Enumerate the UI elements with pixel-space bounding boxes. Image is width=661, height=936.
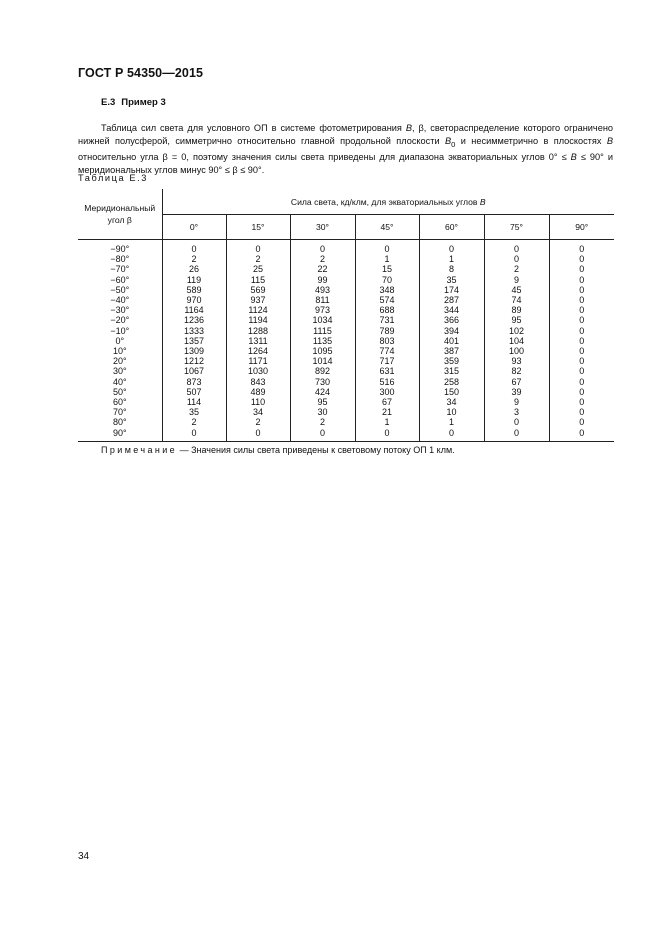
section-number: Е.3 xyxy=(101,97,116,108)
cell-intensity: 39 xyxy=(484,387,549,397)
luminous-intensity-table xyxy=(78,189,614,458)
table-row xyxy=(78,346,614,356)
cell-intensity: 67 xyxy=(355,397,419,407)
cell-intensity: 8 xyxy=(419,264,484,274)
cell-intensity: 348 xyxy=(355,285,419,295)
cell-intensity: 1135 xyxy=(290,336,355,346)
cell-intensity: 9 xyxy=(484,275,549,285)
table-row xyxy=(78,336,614,346)
table-container xyxy=(78,189,614,458)
cell-beta-angle: −30° xyxy=(78,305,162,315)
cell-beta-angle: −40° xyxy=(78,295,162,305)
cell-intensity: 1212 xyxy=(183,356,205,367)
intro-var-b2: B xyxy=(606,136,613,147)
table-row xyxy=(78,295,614,305)
cell-intensity: 811 xyxy=(290,295,355,305)
cell-beta-angle: 80° xyxy=(78,417,162,427)
cell-intensity: 0 xyxy=(484,428,549,442)
note-label: Примечание xyxy=(101,444,178,455)
cell-intensity: 2 xyxy=(226,254,290,264)
table-body xyxy=(78,240,614,442)
cell-intensity: 493 xyxy=(290,285,355,295)
intro-text-4: относительно угла β = 0, поэтому значения силы света приведены для диапазона экваториальных углов 0° ≤ xyxy=(78,152,571,163)
cell-beta-angle: 0° xyxy=(78,336,162,346)
cell-intensity: 344 xyxy=(419,305,484,315)
cell-intensity: 95 xyxy=(290,397,355,407)
cell-intensity: 789 xyxy=(355,326,419,336)
note-text: — Значения силы света приведены к световому потоку ОП 1 клм. xyxy=(177,444,455,455)
cell-intensity: 717 xyxy=(355,356,419,366)
column-group-header xyxy=(162,189,614,215)
cell-intensity: 688 xyxy=(355,305,419,315)
cell-intensity: 0 xyxy=(419,428,484,442)
cell-intensity: 1164 xyxy=(184,305,204,316)
table-note xyxy=(78,441,614,458)
cell-beta-angle: 50° xyxy=(78,387,162,397)
cell-intensity: 1 xyxy=(355,417,419,427)
cell-intensity: 114 xyxy=(186,397,202,408)
cell-intensity: 35 xyxy=(419,275,484,285)
cell-intensity: 0 xyxy=(549,326,614,336)
cell-intensity: 1357 xyxy=(183,335,205,346)
column-header-angle: 30° xyxy=(290,215,355,240)
intro-var-b0-subscript: 0 xyxy=(451,140,456,150)
intro-var-b1: B xyxy=(405,123,412,134)
cell-intensity: 315 xyxy=(419,366,484,376)
table-row xyxy=(78,326,614,336)
cell-intensity: 2 xyxy=(191,417,197,428)
cell-intensity: 387 xyxy=(419,346,484,356)
cell-intensity: 115 xyxy=(226,275,290,285)
cell-intensity: 0 xyxy=(549,295,614,305)
table-row xyxy=(78,254,614,264)
cell-intensity: 574 xyxy=(355,295,419,305)
cell-intensity: 516 xyxy=(355,377,419,387)
cell-intensity: 1333 xyxy=(183,325,205,336)
cell-intensity: 0 xyxy=(549,387,614,397)
cell-intensity: 1311 xyxy=(226,336,290,346)
group-header-var: B xyxy=(479,196,486,207)
column-header-angle: 60° xyxy=(419,215,484,240)
cell-intensity: 589 xyxy=(186,284,202,295)
table-row xyxy=(78,240,614,255)
cell-intensity: 0 xyxy=(290,240,355,255)
intro-var-b3: B xyxy=(570,152,577,163)
cell-intensity: 631 xyxy=(355,366,419,376)
table-row xyxy=(78,356,614,366)
intro-text-1: Таблица сил света для условного ОП в системе фотометрирования xyxy=(101,123,406,134)
table-row xyxy=(78,366,614,376)
cell-intensity: 0 xyxy=(484,417,549,427)
document-header: ГОСТ Р 54350—2015 xyxy=(78,66,204,80)
cell-intensity: 507 xyxy=(186,386,202,397)
cell-intensity: 1236 xyxy=(183,315,205,326)
cell-intensity: 0 xyxy=(549,285,614,295)
cell-intensity: 730 xyxy=(290,377,355,387)
cell-beta-angle: −90° xyxy=(78,240,162,255)
cell-intensity: 0 xyxy=(549,397,614,407)
cell-intensity: 287 xyxy=(419,295,484,305)
cell-intensity: 0 xyxy=(549,275,614,285)
table-row xyxy=(78,428,614,442)
cell-intensity: 1 xyxy=(355,254,419,264)
cell-intensity: 21 xyxy=(355,407,419,417)
cell-beta-angle: −80° xyxy=(78,254,162,264)
cell-intensity: 9 xyxy=(484,397,549,407)
cell-intensity: 110 xyxy=(226,397,290,407)
column-header-angle: 45° xyxy=(355,215,419,240)
cell-intensity: 0 xyxy=(549,336,614,346)
cell-intensity: 1034 xyxy=(290,315,355,325)
group-header-text: Сила света, кд/клм, для экваториальных углов xyxy=(290,196,480,207)
cell-intensity: 70 xyxy=(355,275,419,285)
section-heading xyxy=(101,97,166,108)
cell-intensity: 970 xyxy=(186,295,202,306)
intro-text-3: и несимметрично в плоскостях xyxy=(455,136,607,147)
cell-intensity: 937 xyxy=(226,295,290,305)
cell-intensity: 0 xyxy=(549,356,614,366)
cell-intensity: 489 xyxy=(226,387,290,397)
cell-intensity: 394 xyxy=(419,326,484,336)
column-header-angle: 0° xyxy=(162,215,226,240)
cell-intensity: 0 xyxy=(191,427,197,438)
intro-text-2: , β, светораспределение которого ограничено нижней полусферой, симметрично относительно главной продольной плоскости xyxy=(78,123,614,147)
table-row xyxy=(78,285,614,295)
cell-intensity: 2 xyxy=(191,254,197,265)
table-row xyxy=(78,397,614,407)
cell-intensity: 82 xyxy=(484,366,549,376)
cell-intensity: 1115 xyxy=(290,326,355,336)
cell-intensity: 0 xyxy=(226,240,290,255)
cell-intensity: 95 xyxy=(484,315,549,325)
cell-intensity: 30 xyxy=(290,407,355,417)
column-header-angle: 90° xyxy=(549,215,614,240)
table-row xyxy=(78,417,614,427)
cell-intensity: 0 xyxy=(549,254,614,264)
table-row xyxy=(78,264,614,274)
cell-intensity: 1264 xyxy=(226,346,290,356)
cell-intensity: 0 xyxy=(549,407,614,417)
cell-beta-angle: −10° xyxy=(78,326,162,336)
cell-intensity: 401 xyxy=(419,336,484,346)
cell-intensity: 366 xyxy=(419,315,484,325)
cell-intensity: 424 xyxy=(290,387,355,397)
table-row xyxy=(78,407,614,417)
cell-beta-angle: −60° xyxy=(78,275,162,285)
cell-intensity: 0 xyxy=(226,428,290,442)
cell-intensity: 1194 xyxy=(226,315,290,325)
cell-intensity: 0 xyxy=(484,240,549,255)
cell-intensity: 0 xyxy=(549,315,614,325)
cell-beta-angle: −70° xyxy=(78,264,162,274)
cell-intensity: 1014 xyxy=(290,356,355,366)
cell-intensity: 1067 xyxy=(183,366,205,377)
cell-intensity: 0 xyxy=(290,428,355,442)
cell-intensity: 731 xyxy=(355,315,419,325)
cell-intensity: 973 xyxy=(290,305,355,315)
cell-intensity: 26 xyxy=(188,264,199,275)
cell-intensity: 0 xyxy=(549,366,614,376)
cell-intensity: 15 xyxy=(355,264,419,274)
cell-intensity: 1309 xyxy=(183,346,205,357)
section-title: Пример 3 xyxy=(121,97,166,108)
cell-beta-angle: 70° xyxy=(78,407,162,417)
cell-beta-angle: 30° xyxy=(78,366,162,376)
cell-intensity: 34 xyxy=(419,397,484,407)
cell-intensity: 0 xyxy=(484,254,549,264)
column-header-angle: 75° xyxy=(484,215,549,240)
cell-intensity: 0 xyxy=(419,240,484,255)
cell-intensity: 873 xyxy=(186,376,202,387)
cell-beta-angle: 40° xyxy=(78,377,162,387)
cell-intensity: 74 xyxy=(484,295,549,305)
cell-beta-angle: 60° xyxy=(78,397,162,407)
column-header-angle: 15° xyxy=(226,215,290,240)
cell-intensity: 67 xyxy=(484,377,549,387)
table-caption: Таблица Е.3 xyxy=(78,173,148,183)
cell-intensity: 2 xyxy=(290,417,355,427)
cell-intensity: 99 xyxy=(290,275,355,285)
cell-beta-angle: 90° xyxy=(78,428,162,442)
cell-intensity: 1171 xyxy=(226,356,290,366)
cell-intensity: 35 xyxy=(188,407,199,418)
page-number: 34 xyxy=(78,851,90,862)
cell-intensity: 100 xyxy=(484,346,549,356)
cell-intensity: 10 xyxy=(419,407,484,417)
cell-intensity: 1 xyxy=(419,254,484,264)
cell-beta-angle: 10° xyxy=(78,346,162,356)
cell-intensity: 0 xyxy=(549,417,614,427)
intro-text-5: ≤ 90° и меридиональных углов минус 90° ≤ β ≤ 90°. xyxy=(78,152,613,176)
cell-intensity: 1288 xyxy=(226,326,290,336)
cell-intensity: 102 xyxy=(484,326,549,336)
cell-intensity: 569 xyxy=(226,285,290,295)
cell-intensity: 34 xyxy=(226,407,290,417)
cell-intensity: 22 xyxy=(290,264,355,274)
cell-intensity: 0 xyxy=(549,240,614,255)
cell-intensity: 843 xyxy=(226,377,290,387)
cell-beta-angle: −50° xyxy=(78,285,162,295)
cell-intensity: 0 xyxy=(549,305,614,315)
table-row xyxy=(78,315,614,325)
row-header-meridional: Меридиональный угол β xyxy=(78,189,162,240)
cell-intensity: 258 xyxy=(419,377,484,387)
cell-intensity: 774 xyxy=(355,346,419,356)
cell-intensity: 300 xyxy=(355,387,419,397)
cell-intensity: 1095 xyxy=(290,346,355,356)
cell-intensity: 119 xyxy=(186,274,202,285)
cell-intensity: 1 xyxy=(419,417,484,427)
cell-intensity: 2 xyxy=(290,254,355,264)
cell-intensity: 150 xyxy=(419,387,484,397)
cell-intensity: 0 xyxy=(549,346,614,356)
cell-intensity: 0 xyxy=(191,244,197,254)
cell-intensity: 1030 xyxy=(226,366,290,376)
cell-beta-angle: 20° xyxy=(78,356,162,366)
cell-intensity: 3 xyxy=(484,407,549,417)
cell-intensity: 1124 xyxy=(226,305,290,315)
cell-intensity: 89 xyxy=(484,305,549,315)
cell-intensity: 2 xyxy=(484,264,549,274)
intro-var-b0: B xyxy=(444,136,452,147)
cell-intensity: 0 xyxy=(549,428,614,442)
cell-intensity: 359 xyxy=(419,356,484,366)
cell-intensity: 2 xyxy=(226,417,290,427)
table-row xyxy=(78,387,614,397)
cell-intensity: 0 xyxy=(549,377,614,387)
intro-paragraph xyxy=(78,122,613,177)
cell-intensity: 0 xyxy=(355,240,419,255)
cell-intensity: 45 xyxy=(484,285,549,295)
cell-intensity: 892 xyxy=(290,366,355,376)
table-row xyxy=(78,305,614,315)
cell-intensity: 0 xyxy=(549,264,614,274)
cell-beta-angle: −20° xyxy=(78,315,162,325)
cell-intensity: 803 xyxy=(355,336,419,346)
cell-intensity: 0 xyxy=(355,428,419,442)
cell-intensity: 174 xyxy=(419,285,484,295)
cell-intensity: 93 xyxy=(484,356,549,366)
cell-intensity: 104 xyxy=(484,336,549,346)
table-row xyxy=(78,377,614,387)
table-row xyxy=(78,275,614,285)
cell-intensity: 25 xyxy=(226,264,290,274)
